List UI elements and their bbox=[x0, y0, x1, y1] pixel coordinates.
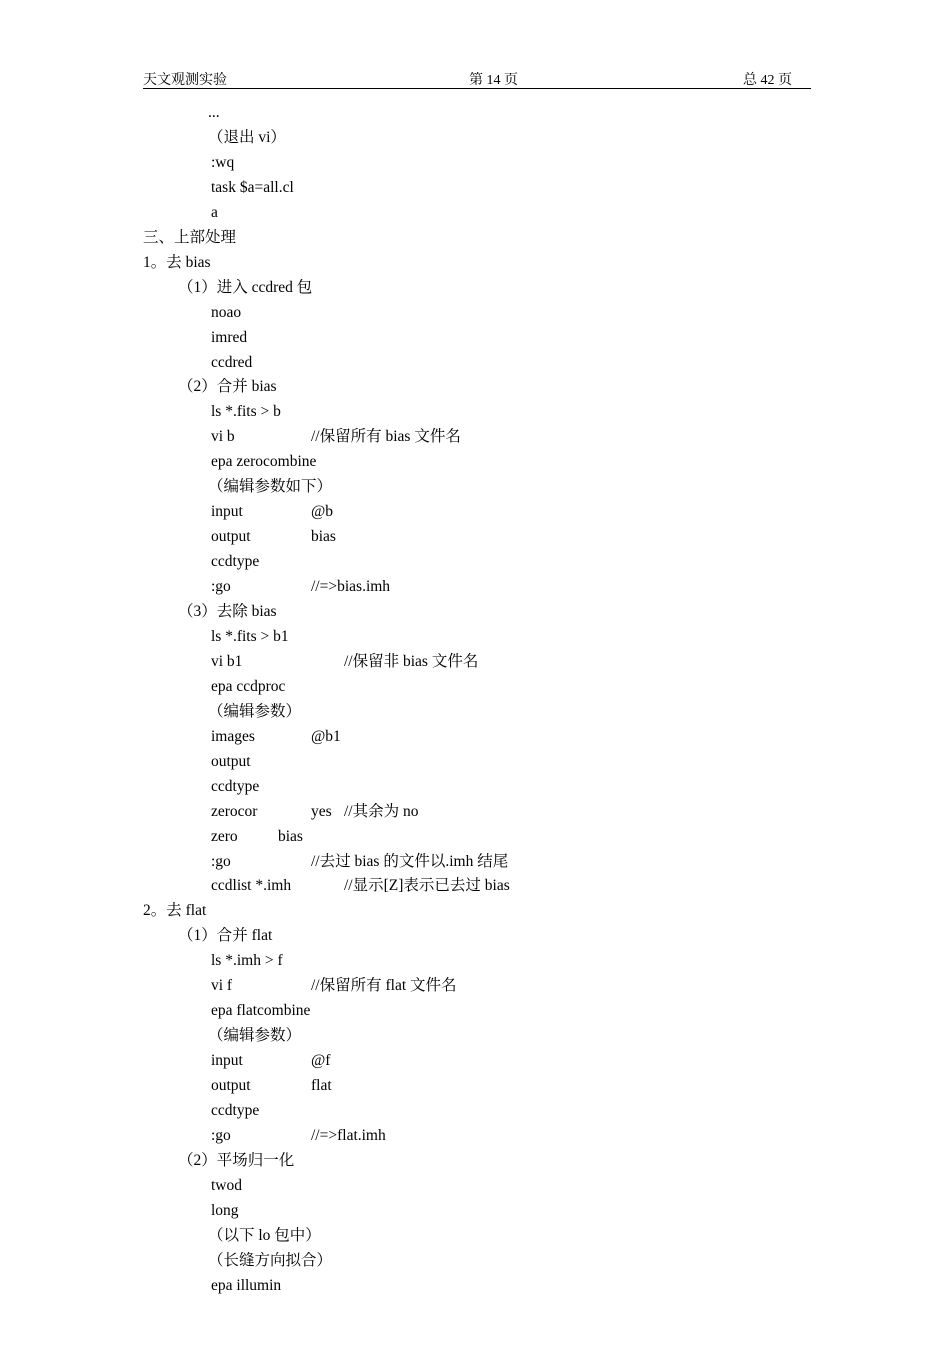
line-text: zerocor bbox=[211, 802, 258, 820]
line-text: ls *.fits > b bbox=[211, 403, 281, 421]
line-text: :go bbox=[211, 852, 231, 870]
text-line bbox=[211, 200, 218, 225]
line-text: （以下 lo 包中） bbox=[208, 1226, 321, 1244]
line-value: @b1 bbox=[311, 727, 341, 745]
line-text: （退出 vi） bbox=[208, 128, 286, 146]
text-line bbox=[211, 749, 251, 774]
text-line bbox=[143, 250, 211, 275]
line-text: epa illumin bbox=[211, 1276, 282, 1294]
text-line bbox=[211, 1123, 386, 1148]
text-line bbox=[178, 923, 272, 948]
line-text: :go bbox=[211, 1126, 231, 1144]
line-text: ccdlist *.imh bbox=[211, 877, 292, 895]
text-line bbox=[211, 350, 252, 375]
line-text: noao bbox=[211, 303, 242, 321]
line-text: vi f bbox=[211, 977, 233, 995]
line-value: @f bbox=[311, 1052, 331, 1070]
text-line bbox=[211, 674, 285, 699]
line-text: （1）合并 flat bbox=[178, 927, 273, 945]
text-line bbox=[211, 824, 303, 849]
line-text: （编辑参数） bbox=[208, 702, 302, 720]
line-text: epa ccdproc bbox=[211, 677, 286, 695]
line-text: （编辑参数如下） bbox=[208, 478, 333, 496]
text-line bbox=[211, 1273, 281, 1298]
line-value: yes bbox=[311, 802, 332, 820]
line-text: input bbox=[211, 1052, 243, 1070]
text-line bbox=[211, 1098, 259, 1123]
header-page-number: 第 14 页 bbox=[469, 73, 518, 88]
line-text: ccdred bbox=[211, 353, 253, 371]
text-line bbox=[211, 399, 281, 424]
text-line bbox=[211, 873, 510, 898]
text-line bbox=[211, 849, 509, 874]
line-text: vi b bbox=[211, 428, 235, 446]
text-line bbox=[211, 1198, 239, 1223]
line-comment: //保留所有 flat 文件名 bbox=[311, 977, 457, 995]
line-comment: //保留非 bias 文件名 bbox=[344, 652, 479, 670]
text-line bbox=[211, 175, 294, 200]
text-line bbox=[211, 424, 461, 449]
text-line bbox=[211, 799, 419, 824]
line-text: ls *.imh > f bbox=[211, 952, 283, 970]
text-line bbox=[178, 275, 312, 300]
line-text: （长缝方向拟合） bbox=[208, 1251, 333, 1269]
text-line bbox=[211, 1073, 332, 1098]
text-line bbox=[208, 100, 220, 125]
line-text: ccdtype bbox=[211, 1102, 260, 1119]
text-line bbox=[208, 125, 286, 150]
text-line bbox=[211, 1173, 242, 1198]
line-value: flat bbox=[311, 1077, 332, 1095]
text-line bbox=[211, 549, 259, 574]
text-line bbox=[208, 1223, 321, 1248]
text-line bbox=[211, 574, 391, 599]
text-line bbox=[211, 300, 241, 325]
line-comment: //=>flat.imh bbox=[311, 1126, 386, 1144]
line-text: （2）合并 bias bbox=[178, 378, 277, 396]
line-text: ccdtype bbox=[211, 777, 260, 795]
text-line bbox=[143, 225, 236, 250]
text-line bbox=[178, 599, 277, 624]
text-line bbox=[208, 1023, 301, 1048]
line-value: bias bbox=[311, 528, 336, 546]
line-text: output bbox=[211, 752, 251, 770]
line-text: ccdtype bbox=[211, 553, 260, 571]
line-text: input bbox=[211, 503, 243, 521]
line-text: zero bbox=[211, 827, 238, 845]
line-text: a bbox=[211, 203, 218, 221]
line-value: @b bbox=[311, 503, 334, 521]
line-comment: //其余为 no bbox=[344, 802, 419, 820]
text-line bbox=[211, 774, 259, 799]
text-line bbox=[178, 374, 277, 399]
line-text: vi b1 bbox=[211, 652, 243, 670]
text-line bbox=[178, 1148, 294, 1173]
text-line bbox=[208, 1248, 332, 1273]
text-line bbox=[211, 150, 234, 175]
line-text: ls *.fits > b1 bbox=[211, 627, 289, 645]
line-text: long bbox=[211, 1201, 239, 1219]
line-value: bias bbox=[278, 827, 303, 845]
line-text: imred bbox=[211, 328, 248, 346]
header-total-pages: 总 42 页 bbox=[743, 73, 792, 88]
text-line bbox=[211, 973, 457, 998]
line-text: task $a=all.cl bbox=[211, 178, 294, 196]
text-line bbox=[211, 998, 310, 1023]
text-line bbox=[208, 474, 332, 499]
line-text: epa flatcombine bbox=[211, 1002, 311, 1020]
line-text: （2）平场归一化 bbox=[178, 1151, 295, 1169]
header-title: 天文观测实验 bbox=[143, 73, 227, 88]
text-line bbox=[211, 449, 316, 474]
text-line bbox=[211, 724, 341, 749]
line-text: epa zerocombine bbox=[211, 453, 317, 471]
line-text: 2。去 flat bbox=[143, 902, 207, 920]
line-comment: //保留所有 bias 文件名 bbox=[311, 428, 461, 446]
text-line bbox=[211, 524, 336, 549]
page-header bbox=[143, 66, 811, 89]
line-text: output bbox=[211, 1077, 251, 1095]
text-line bbox=[208, 699, 301, 724]
line-text: output bbox=[211, 528, 251, 546]
line-text: （编辑参数） bbox=[208, 1027, 302, 1045]
line-comment: //去过 bias 的文件以.imh 结尾 bbox=[311, 852, 509, 870]
line-comment: //显示[Z]表示已去过 bias bbox=[344, 877, 510, 895]
line-text: 1。去 bias bbox=[143, 253, 211, 271]
line-text: twod bbox=[211, 1176, 242, 1194]
line-text: （3）去除 bias bbox=[178, 603, 277, 620]
line-text: :go bbox=[211, 578, 231, 596]
text-line bbox=[211, 649, 479, 674]
line-text: （1）进入 ccdred 包 bbox=[178, 278, 313, 296]
line-text: 三、上部处理 bbox=[143, 228, 237, 246]
line-comment: //=>bias.imh bbox=[311, 578, 391, 596]
text-line bbox=[211, 948, 283, 973]
text-line bbox=[211, 624, 289, 649]
text-line bbox=[211, 499, 334, 524]
text-line bbox=[143, 898, 206, 923]
line-text: :wq bbox=[211, 153, 235, 171]
text-line bbox=[211, 1048, 331, 1073]
line-text: images bbox=[211, 727, 255, 745]
line-text: ... bbox=[208, 104, 220, 121]
text-line bbox=[211, 325, 247, 350]
